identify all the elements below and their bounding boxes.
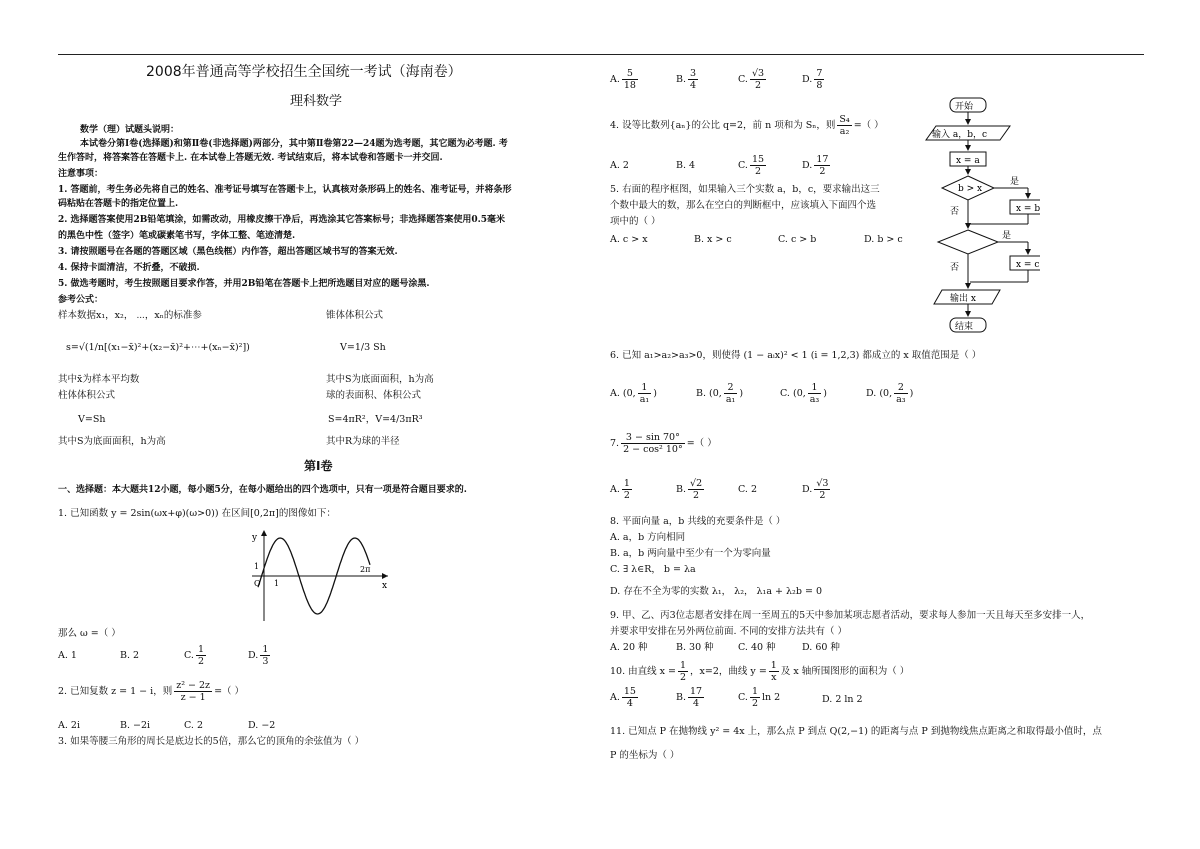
flow-start-label: 开始 (955, 102, 974, 112)
flow-yes-2: 是 (1002, 231, 1012, 241)
q10-stem: 10. 由直线 x = $\frac{1}{2}$ ，x=2，曲线 y = $\frac{1}{x}$ 及 x 轴所围图形的面积为（ ） (610, 660, 910, 683)
note-1a: 1. 答题前，考生务必先将自己的姓名、准考证号填写在答题卡上，认真核对条形码上的姓名、准考证号，并将条形 (58, 185, 512, 195)
q1-option-d: D. $\frac{1}{3}$ (248, 644, 269, 667)
q7-option-b: B. $\frac{√2}{2}$ (676, 478, 703, 501)
q5-option-b: B. x > c (694, 234, 732, 245)
section-title: 第Ⅰ卷 (304, 459, 333, 473)
y-label: y (252, 533, 258, 543)
q3-option-b: B. $\frac{3}{4}$ (676, 68, 697, 91)
q2-option-a: A. 2i (58, 720, 80, 731)
flow-yes-1: 是 (1010, 177, 1020, 187)
q8-option-d: D. 存在不全为零的实数 λ₁， λ₂， λ₁a + λ₂b = 0 (610, 586, 822, 597)
sd-formula: s=√(1/n[(x₁−x̄)²+(x₂−x̄)²+⋯+(xₙ−x̄)²]) (66, 342, 250, 353)
q2-option-c: C. 2 (184, 720, 204, 731)
flow-cond-blank (938, 230, 998, 254)
cone-note: 其中S为底面面积，h为高 (326, 374, 434, 385)
note-2b: 的黑色中性（签字）笔或碳素笔书写，字体工整、笔迹清楚. (58, 231, 296, 241)
note-4: 4. 保持卡面清洁，不折叠，不破损. (58, 263, 200, 273)
q6-option-c: C. (0, $\frac{1}{\text{a₃}}$ ) (780, 382, 827, 405)
sine-graph (238, 526, 398, 626)
intro-line-2: 生作答时，将答案答在答题卡上. 在本试卷上答题无效. 考试结束后，将本试卷和答题卡一并交回. (58, 153, 443, 163)
q2-option-b: B. −2i (120, 720, 151, 731)
q1-option-a: A. 1 (58, 650, 77, 661)
q9-option-c: C. 40 种 (738, 642, 776, 653)
q3-stem: 3. 如果等腰三角形的周长是底边长的5倍，那么它的顶角的余弦值为（ ） (58, 736, 365, 747)
top-rule (58, 54, 1144, 55)
q8-option-c: C. ∃ λ∈R， b = λa (610, 564, 696, 575)
q8-option-b: B. a，b 两向量中至少有一个为零向量 (610, 548, 771, 559)
sd-label: 样本数据x₁，x₂， ⋯，xₙ的标准参 (58, 310, 202, 321)
q10-option-a: A. $\frac{15}{4}$ (610, 686, 636, 709)
cylinder-note: 其中S为底面面积，h为高 (58, 436, 166, 447)
q4-option-a: A. 2 (610, 160, 629, 171)
q9-option-d: D. 60 种 (802, 642, 840, 653)
cylinder-formula: V=Sh (78, 414, 106, 425)
q2-option-d: D. −2 (248, 720, 276, 731)
q4-option-b: B. 4 (676, 160, 696, 171)
y-one-label: 1 (254, 562, 260, 571)
q8-stem: 8. 平面向量 a，b 共线的充要条件是（ ） (610, 516, 786, 527)
flow-no-1: 否 (950, 207, 960, 217)
q1-ask: 那么 ω =（ ） (58, 628, 121, 639)
q11-line-2: P 的坐标为（ ） (610, 750, 680, 761)
note-3: 3. 请按照题号在各题的答题区域（黑色线框）内作答，超出答题区域书写的答案无效. (58, 247, 398, 257)
flowchart (920, 90, 1040, 350)
q6-option-d: D. (0, $\frac{2}{\text{a₃}}$ ) (866, 382, 914, 405)
flow-xb-label: x = b (1016, 204, 1040, 214)
q5-option-d: D. b > c (864, 234, 903, 245)
flow-xa-label: x = a (956, 156, 980, 166)
q11-line-1: 11. 已知点 P 在抛物线 y² = 4x 上，那么点 P 到点 Q(2,−1) 的距离与点 P 到抛物线焦点距离之和取得最小值时，点 (610, 726, 1102, 737)
q8-option-a: A. a，b 方向相同 (610, 532, 686, 543)
q4-option-c: C. $\frac{15}{2}$ (738, 154, 765, 177)
mean-note: 其中x̄为样本平均数 (58, 374, 140, 385)
q7-option-d: D. $\frac{√3}{2}$ (802, 478, 829, 501)
q9-option-b: B. 30 种 (676, 642, 714, 653)
q9-option-a: A. 20 种 (610, 642, 648, 653)
flow-input-label: 输入 a，b，c (932, 130, 988, 140)
note-1b: 码粘贴在答题卡的指定位置上. (58, 199, 179, 209)
cone-formula: V=1/3 Sh (340, 342, 386, 353)
origin-label: O (254, 579, 261, 588)
exam-subject: 理科数学 (290, 94, 343, 109)
section-heading: 一、选择题：本大题共12小题，每小题5分，在每小题给出的四个选项中，只有一项是符合题目要求的. (58, 485, 467, 495)
flow-end-label: 结束 (955, 322, 974, 332)
note-5: 5. 做选考题时，考生按照题目要求作答，并用2B铅笔在答题卡上把所选题目对应的题号涂黑. (58, 279, 430, 289)
q6-stem: 6. 已知 a₁>a₂>a₃>0，则使得 (1 − aᵢx)² < 1 (i = 1,2,3) 都成立的 x 取值范围是（ ） (610, 350, 982, 361)
q1-option-c: C. $\frac{1}{2}$ (184, 644, 204, 667)
q9-line-1: 9. 甲、乙、丙3位志愿者安排在周一至周五的5天中参加某项志愿者活动，要求每人参加一天且每天至多安排一人， (610, 610, 1091, 621)
formulas-label: 参考公式： (58, 295, 104, 305)
flow-no-2: 否 (950, 263, 960, 273)
notes-label: 注意事项： (58, 169, 104, 179)
q5-option-a: A. c > x (610, 234, 648, 245)
q3-option-a: A. $\frac{5}{18}$ (610, 68, 636, 91)
q3-option-d: D. $\frac{7}{8}$ (802, 68, 823, 91)
flow-xc-label: x = c (1016, 260, 1040, 270)
q1-option-b: B. 2 (120, 650, 140, 661)
intro-line-1: 本试卷分第Ⅰ卷(选择题)和第Ⅱ卷(非选择题)两部分，其中第Ⅱ卷第22—24题为选考题，其它题为必考题. 考 (80, 139, 508, 149)
two-pi-label: 2π (360, 565, 371, 574)
q9-line-2: 并要求甲安排在另外两位前面. 不同的安排方法共有（ ） (610, 626, 848, 637)
q5-line-2: 个数中最大的数，那么在空白的判断框中，应该填入下面四个选 (610, 200, 877, 211)
q10-option-b: B. $\frac{17}{4}$ (676, 686, 703, 709)
q2-stem: 2. 已知复数 z = 1 − i，则 $\frac{\text{z² − 2z}}{z - 1}$ =（ ） (58, 680, 245, 703)
note-2a: 2. 选择题答案使用2B铅笔填涂，如需改动，用橡皮擦干净后，再选涂其它答案标号；非选择题答案使用0.5毫米 (58, 215, 506, 225)
q10-option-c: C. $\frac{1}{2}$ ln 2 (738, 686, 781, 709)
x-one-label: 1 (274, 579, 280, 588)
q10-option-d: D. 2 ln 2 (822, 694, 863, 705)
q7-option-c: C. 2 (738, 484, 758, 495)
sphere-label: 球的表面积、体积公式 (326, 390, 422, 401)
flow-output-label: 输出 x (950, 294, 976, 304)
q6-option-b: B. (0, $\frac{2}{\text{a₁}}$ ) (696, 382, 744, 405)
instructions-heading: 数学（理）试题头说明： (80, 125, 180, 135)
x-axis-arrow (382, 573, 388, 579)
exam-title: 2008年普通高等学校招生全国统一考试（海南卷） (146, 64, 462, 80)
sphere-formula: S=4πR²，V=4/3πR³ (328, 414, 423, 425)
sphere-note: 其中R为球的半径 (326, 436, 400, 447)
q6-option-a: A. (0, $\frac{1}{\text{a₁}}$ ) (610, 382, 657, 405)
cone-label: 锥体体积公式 (326, 310, 384, 321)
q5-line-3: 项中的（ ） (610, 216, 661, 227)
cylinder-label: 柱体体积公式 (58, 390, 116, 401)
x-label: x (382, 581, 388, 591)
q1-stem: 1. 已知函数 y = 2sin(ωx+φ)(ω>0)) 在区间[0,2π]的图像如下： (58, 508, 336, 519)
q7-option-a: A. $\frac{1}{2}$ (610, 478, 630, 501)
q4-option-d: D. $\frac{17}{2}$ (802, 154, 829, 177)
q3-option-c: C. $\frac{√3}{2}$ (738, 68, 765, 91)
q4-stem: 4. 设等比数列{aₙ}的公比 q=2，前 n 项和为 Sₙ，则 $\frac{\text{S₄}}{\text{a₂}}$ =（ ） (610, 114, 884, 137)
flow-cond-bx-label: b > x (958, 184, 983, 194)
q5-line-1: 5. 右面的程序框图，如果输入三个实数 a，b，c，要求输出这三 (610, 184, 880, 195)
q5-option-c: C. c > b (778, 234, 817, 245)
y-axis-arrow (261, 530, 267, 536)
q7-stem: 7. $\frac{3 - \sin 70^\circ}{\text{2 − cos² 10°}}$ =（ ） (610, 432, 717, 455)
